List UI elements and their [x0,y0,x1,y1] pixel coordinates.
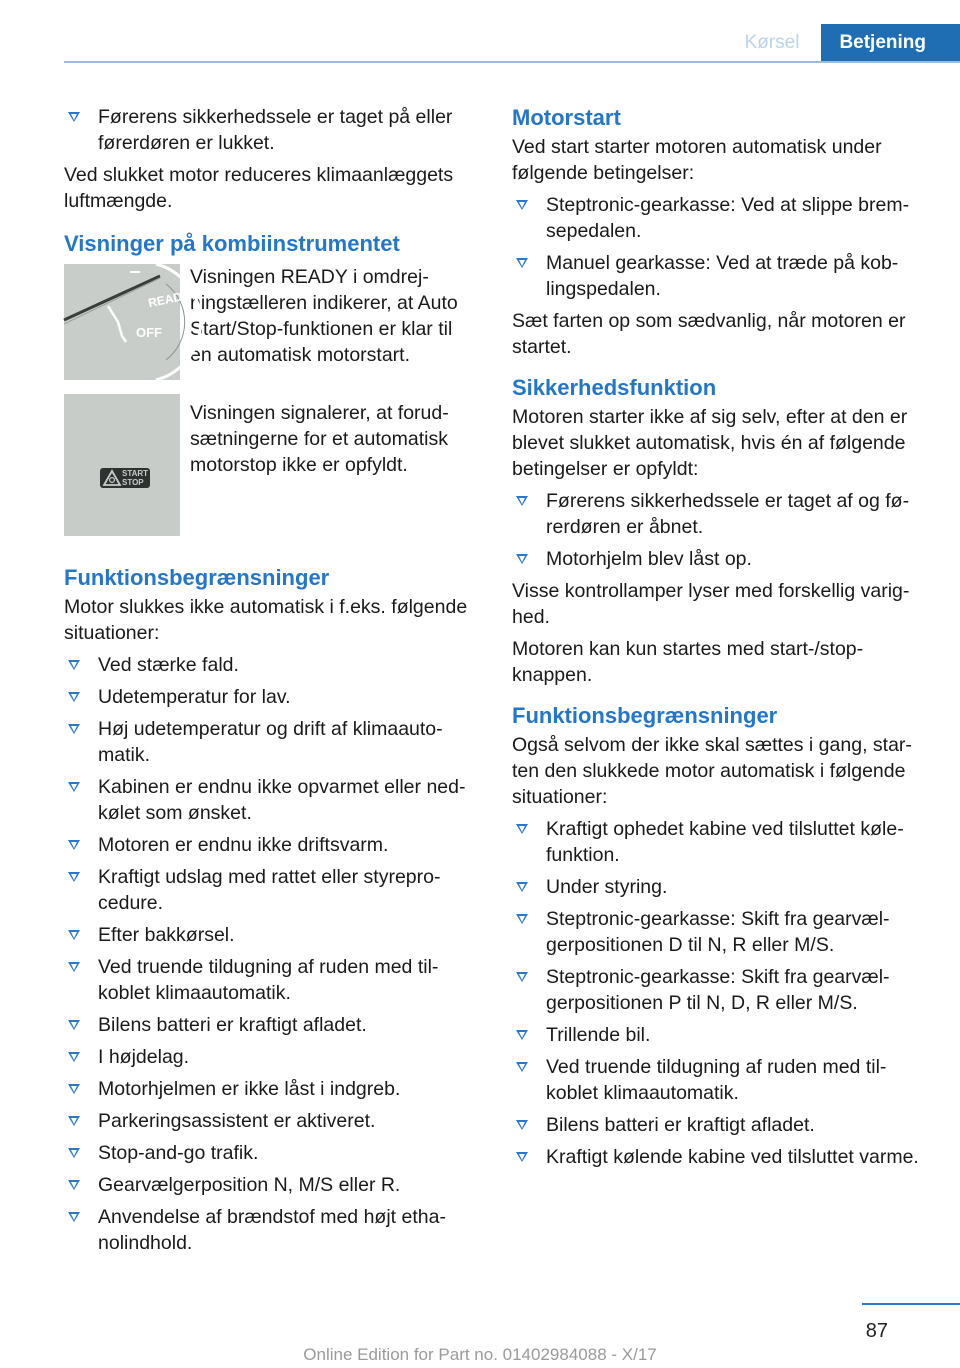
list-item-text: Førerens sikkerhedssele er taget af og fø-rerdøren er åbnet. [546,490,910,538]
safety-note-2: Motoren kan kun startes med start-/stop-knappen. [512,638,864,686]
list-item [512,1112,924,1138]
right-column [512,104,924,1176]
climate-note: Ved slukket motor reduceres klimaanlæggets luftmængde. [64,164,454,212]
motorstart-note: Sæt farten op som sædvanlig, når motoren er startet. [512,310,906,358]
list-item [512,1054,924,1106]
safety-heading: Sikkerhedsfunktion [512,375,717,400]
list-item [64,1012,478,1038]
motorstart-intro: Ved start starter motoren automatisk under følgende betingelser: [512,136,882,184]
page-header [723,24,960,62]
list-item-text: Ved truende tildugning af ruden med til-koblet klimaautomatik. [98,956,439,1004]
bullet-triangle-icon [68,724,80,734]
list-item-text: I højdelag. [98,1046,190,1068]
ready-display-text: Visningen READY i omdrej-ningstælleren indikerer, at Auto Start/Stop-funktionen er klar til en automatisk motorstart. [190,266,458,366]
bullet-triangle-icon [516,496,528,506]
bullet-triangle-icon [68,1084,80,1094]
list-item [64,1172,478,1198]
list-item-text: Kraftigt kølende kabine ved tilsluttet varme. [546,1146,919,1168]
bullet-triangle-icon [516,1030,528,1040]
list-item [64,104,478,156]
tachometer-icon [64,264,180,380]
list-item-text: Bilens batteri er kraftigt afladet. [546,1114,815,1136]
display-heading: Visninger på kombiinstrumentet [64,231,400,256]
start-stop-warning-icon [100,468,150,488]
stop-display-row [64,394,478,536]
bullet-triangle-icon [516,200,528,210]
ready-display-row [64,264,478,380]
limits-list-right [512,816,924,1170]
list-item [64,832,478,858]
list-item [64,652,478,678]
list-item [64,1076,478,1102]
list-item-text: Kraftigt udslag med rattet eller styrepro-cedure. [98,866,441,914]
limits-heading-left: Funktionsbegrænsninger [64,565,330,590]
list-item-text: Stop-and-go trafik. [98,1142,259,1164]
list-item [512,816,924,868]
page-number: 87 [865,1320,888,1342]
list-item-text: Anvendelse af brændstof med højt etha-nolindhold. [98,1206,446,1254]
list-item-text: Gearvælgerposition N, M/S eller R. [98,1174,401,1196]
list-item-text: Motoren er endnu ikke driftsvarm. [98,834,389,856]
list-item-text: Udetemperatur for lav. [98,686,291,708]
bullet-triangle-icon [68,1148,80,1158]
list-item [64,954,478,1006]
safety-intro: Motoren starter ikke af sig selv, efter at den er blevet slukket automatisk, hvis én af følgende betingelser er opfyldt: [512,406,908,480]
list-item-text: Manuel gearkasse: Ved at træde på kob-lingspedalen. [546,252,899,300]
header-rule [64,61,960,63]
left-column [64,104,478,1262]
list-item-text: Steptronic-gearkasse: Skift fra gearvæl-gerpositionen D til N, R eller M/S. [546,908,890,956]
limits-heading-right: Funktionsbegrænsninger [512,703,778,728]
bullet-triangle-icon [516,882,528,892]
list-item [512,250,924,302]
bullet-triangle-icon [68,1052,80,1062]
list-item-text: Steptronic-gearkasse: Skift fra gearvæl-gerpositionen P til N, D, R eller M/S. [546,966,890,1014]
ready-gauge-image [64,264,192,380]
bullet-triangle-icon [516,1062,528,1072]
footer-rule [862,1303,960,1305]
limits-intro-right: Også selvom der ikke skal sættes i gang, star-ten den slukkede motor automatisk i følgende situationer: [512,734,912,808]
list-item [512,964,924,1016]
list-item [512,192,924,244]
bullet-triangle-icon [68,692,80,702]
list-item-text: Høj udetemperatur og drift af klimaauto-matik. [98,718,443,766]
intro-bullet-list [64,104,478,156]
stop-display-text: Visningen signalerer, at forud-sætningerne for et automatisk motorstop ikke er opfyldt. [190,402,449,476]
bullet-triangle-icon [68,1020,80,1030]
list-item [64,716,478,768]
bullet-triangle-icon [68,1212,80,1222]
bullet-triangle-icon [68,840,80,850]
list-item-text: Trillende bil. [546,1024,651,1046]
list-item-text: Kraftigt ophedet kabine ved tilsluttet køle-funktion. [546,818,904,866]
start-stop-indicator-image [64,394,180,536]
bullet-triangle-icon [68,782,80,792]
ready-label: READY [147,287,192,311]
edition-footer: Online Edition for Part no. 01402984088 - X/17 [303,1345,657,1364]
list-item-text: Førerens sikkerhedssele er taget på eller førerdøren er lukket. [98,106,453,154]
list-item-text: Under styring. [546,876,668,898]
bullet-triangle-icon [68,930,80,940]
limits-intro-left: Motor slukkes ikke automatisk i f.eks. følgende situationer: [64,596,468,644]
limits-list-left [64,652,478,1256]
list-item [64,1140,478,1166]
bullet-triangle-icon [68,112,80,122]
list-item [64,684,478,710]
bullet-triangle-icon [68,1116,80,1126]
list-item [64,1108,478,1134]
list-item [64,1204,478,1256]
list-item-text: Steptronic-gearkasse: Ved at slippe brem-sepedalen. [546,194,910,242]
motorstart-list [512,192,924,302]
bullet-triangle-icon [68,962,80,972]
safety-note-1: Visse kontrollamper lyser med forskellig varig-hed. [512,580,910,628]
list-item-text: Efter bakkørsel. [98,924,235,946]
list-item [64,864,478,916]
header-section-korsel: Kørsel [744,32,800,53]
list-item [512,1022,924,1048]
bullet-triangle-icon [516,914,528,924]
bullet-triangle-icon [516,258,528,268]
bullet-triangle-icon [516,1152,528,1162]
list-item [512,874,924,900]
list-item [512,488,924,540]
list-item-text: Ved truende tildugning af ruden med til-koblet klimaautomatik. [546,1056,887,1104]
stop-label: STOP [122,478,144,487]
list-item [64,1044,478,1070]
bullet-triangle-icon [516,1120,528,1130]
list-item [64,774,478,826]
safety-list [512,488,924,572]
list-item-text: Parkeringsassistent er aktiveret. [98,1110,376,1132]
bullet-triangle-icon [68,660,80,670]
warning-triangle-icon [103,470,121,486]
list-item-text: Bilens batteri er kraftigt afladet. [98,1014,367,1036]
bullet-triangle-icon [68,872,80,882]
header-section-betjening: Betjening [821,24,960,62]
list-item [512,546,924,572]
bullet-triangle-icon [516,824,528,834]
off-label: OFF [136,325,162,340]
list-item [512,1144,924,1170]
list-item [64,922,478,948]
list-item [512,906,924,958]
bullet-triangle-icon [516,972,528,982]
list-item-text: Ved stærke fald. [98,654,239,676]
bullet-triangle-icon [68,1180,80,1190]
start-label: START [122,469,149,478]
list-item-text: Motorhjelmen er ikke låst i indgreb. [98,1078,401,1100]
bullet-triangle-icon [516,554,528,564]
list-item-text: Kabinen er endnu ikke opvarmet eller ned-kølet som ønsket. [98,776,466,824]
list-item-text: Motorhjelm blev låst op. [546,548,752,570]
motorstart-heading: Motorstart [512,105,621,130]
